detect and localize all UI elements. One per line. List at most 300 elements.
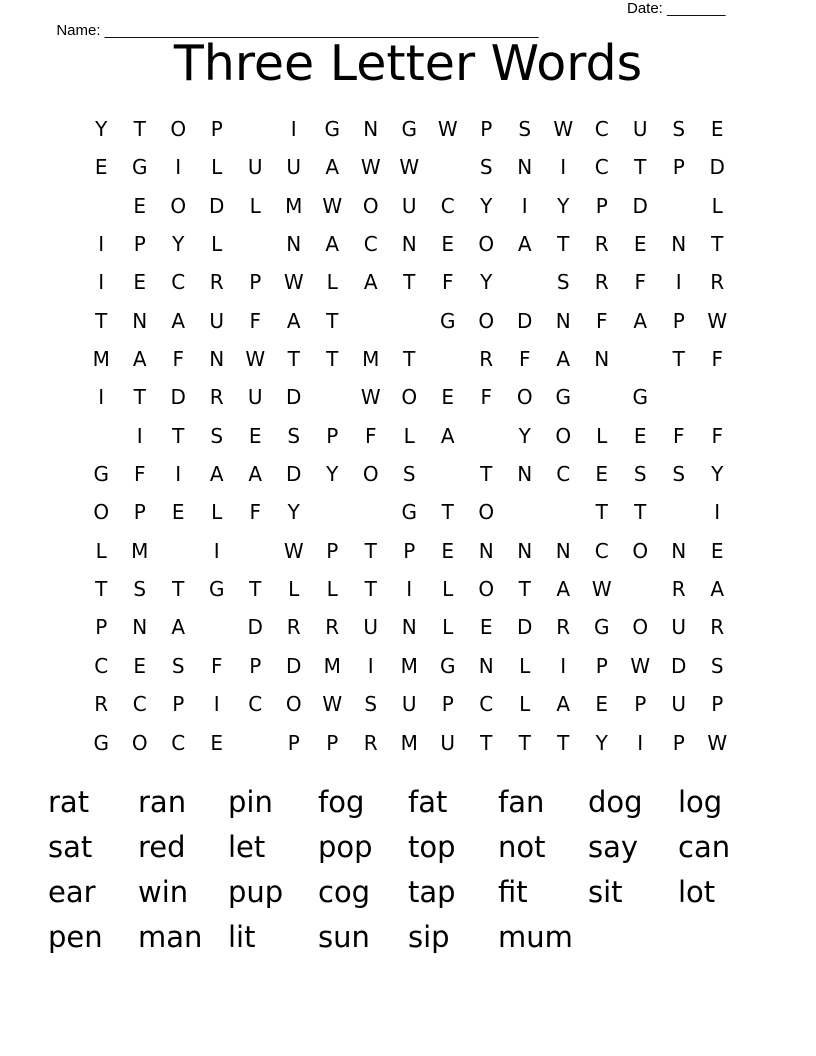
grid-letter: R — [286, 615, 301, 640]
grid-letter — [236, 225, 275, 263]
word-bank-item: rat — [48, 785, 90, 819]
grid-letter: P — [595, 653, 608, 678]
word-bank-item: not — [498, 830, 546, 864]
grid-letter: U — [440, 730, 456, 755]
grid-letter: A — [710, 577, 725, 602]
grid-letter: S — [287, 423, 301, 448]
grid-letter: L — [519, 692, 531, 717]
grid-letter: R — [556, 615, 571, 640]
grid-letter: R — [363, 730, 378, 755]
grid-letter: D — [286, 653, 302, 678]
grid-letter: L — [95, 538, 107, 563]
grid-letter: G — [594, 615, 610, 640]
grid-letter: L — [403, 423, 415, 448]
grid-letter: T — [172, 577, 185, 602]
grid-letter: W — [360, 155, 381, 180]
grid-letter: T — [364, 538, 377, 563]
word-bank-item: pop — [318, 830, 373, 864]
grid-letter: A — [209, 462, 224, 487]
grid-letter — [544, 493, 583, 531]
grid-letter: G — [555, 385, 571, 410]
grid-letter: W — [553, 117, 574, 141]
grid-letter: R — [594, 270, 609, 295]
grid-letter: O — [478, 577, 495, 602]
grid-letter — [390, 302, 429, 340]
grid-letter: T — [326, 308, 339, 333]
grid-letter: E — [133, 270, 147, 295]
grid-letter: U — [209, 308, 225, 333]
grid-letter: I — [136, 423, 143, 448]
grid-letter: L — [711, 193, 723, 218]
grid-letter: F — [249, 308, 261, 333]
grid-letter: P — [634, 692, 647, 717]
grid-letter: A — [556, 347, 571, 372]
grid-letter: O — [401, 385, 418, 410]
grid-letter: R — [209, 385, 224, 410]
grid-letter: O — [632, 615, 649, 640]
grid-letter: D — [632, 193, 648, 218]
grid-letter: O — [93, 500, 110, 525]
word-bank-item: sip — [408, 920, 450, 954]
grid-letter — [660, 493, 699, 531]
grid-letter: E — [479, 615, 493, 640]
grid-letter: M — [400, 730, 418, 755]
grid-letter: U — [363, 615, 379, 640]
grid-letter: I — [175, 462, 182, 487]
grid-letter: G — [401, 500, 417, 525]
grid-letter — [429, 148, 468, 186]
grid-letter: R — [479, 347, 494, 372]
grid-letter: E — [133, 653, 147, 678]
grid-letter: N — [363, 117, 379, 141]
grid-letter: N — [555, 538, 571, 563]
grid-letter: E — [441, 385, 455, 410]
grid-letter: O — [555, 423, 572, 448]
grid-letter: A — [517, 232, 532, 257]
grid-letter: U — [286, 155, 302, 180]
grid-letter: P — [403, 538, 416, 563]
grid-letter: L — [519, 653, 531, 678]
grid-letter: C — [248, 692, 263, 717]
grid-letter: S — [479, 155, 493, 180]
grid-letter: G — [632, 385, 648, 410]
grid-letter: P — [711, 692, 724, 717]
grid-letter: T — [133, 385, 146, 410]
grid-letter: D — [209, 193, 225, 218]
grid-letter: T — [480, 462, 493, 487]
grid-letter: R — [710, 270, 725, 295]
grid-letter: S — [672, 117, 686, 141]
grid-letter: S — [171, 653, 185, 678]
grid-letter: U — [247, 385, 263, 410]
grid-letter: F — [711, 423, 723, 448]
grid-letter: N — [517, 155, 533, 180]
grid-letter: N — [594, 347, 610, 372]
grid-letter: T — [133, 117, 146, 141]
grid-letter: L — [442, 615, 454, 640]
grid-letter: W — [399, 155, 420, 180]
grid-letter: E — [133, 193, 147, 218]
grid-letter: N — [671, 538, 687, 563]
grid-letter: O — [632, 538, 649, 563]
word-bank-item: red — [138, 830, 186, 864]
grid-letter: F — [249, 500, 261, 525]
grid-letter: L — [596, 423, 608, 448]
grid-letter: A — [556, 577, 571, 602]
grid-letter: F — [634, 270, 646, 295]
word-bank-item: pin — [228, 785, 273, 819]
grid-letter: N — [401, 615, 417, 640]
grid-letter: S — [556, 270, 570, 295]
grid-letter: C — [171, 270, 186, 295]
grid-letter: P — [480, 117, 493, 141]
word-bank-item: sat — [48, 830, 93, 864]
word-search-grid — [82, 110, 737, 762]
grid-letter: F — [364, 423, 377, 448]
grid-letter: G — [132, 155, 148, 180]
grid-letter: T — [249, 577, 262, 602]
word-bank-item: man — [138, 920, 203, 954]
grid-letter: F — [595, 308, 608, 333]
grid-letter: S — [364, 692, 378, 717]
word-bank-item: pen — [48, 920, 103, 954]
grid-letter: C — [94, 653, 109, 678]
grid-letter: Y — [595, 730, 608, 755]
grid-letter: C — [440, 193, 455, 218]
grid-letter: P — [133, 232, 146, 257]
grid-letter: R — [209, 270, 224, 295]
grid-letter: E — [441, 232, 455, 257]
grid-letter: W — [245, 347, 266, 372]
grid-letter: C — [479, 692, 494, 717]
grid-letter: O — [131, 730, 148, 755]
grid-letter: L — [249, 193, 261, 218]
grid-letter: F — [441, 270, 454, 295]
grid-letter: O — [478, 308, 495, 333]
grid-letter: O — [478, 232, 495, 257]
grid-letter: T — [595, 500, 608, 525]
grid-letter: T — [95, 577, 108, 602]
grid-letter: Y — [326, 462, 339, 487]
grid-letter: C — [594, 155, 609, 180]
grid-letter: P — [210, 117, 223, 141]
grid-letter: U — [247, 155, 263, 180]
grid-letter: T — [403, 347, 416, 372]
word-bank-item: fog — [318, 785, 365, 819]
grid-letter: Y — [287, 500, 300, 525]
grid-letter: D — [517, 308, 533, 333]
word-bank-item: fit — [498, 875, 528, 909]
grid-letter — [698, 378, 737, 416]
grid-letter: N — [478, 538, 494, 563]
grid-letter: W — [591, 577, 612, 602]
grid-letter: Y — [480, 193, 493, 218]
grid-letter: G — [93, 462, 109, 487]
grid-letter: C — [556, 462, 571, 487]
word-bank-item: sun — [318, 920, 370, 954]
grid-letter: O — [362, 462, 379, 487]
grid-letter: N — [286, 232, 302, 257]
grid-letter: P — [326, 730, 339, 755]
grid-letter: T — [403, 270, 416, 295]
date-field-line: Date: _______ — [627, 0, 726, 17]
grid-letter: E — [171, 500, 185, 525]
grid-letter — [506, 263, 545, 301]
grid-letter — [236, 724, 275, 762]
grid-letter: E — [633, 232, 647, 257]
grid-letter: T — [364, 577, 377, 602]
grid-letter: A — [363, 270, 378, 295]
grid-letter: D — [671, 653, 687, 678]
grid-letter: N — [478, 653, 494, 678]
grid-letter: A — [248, 462, 263, 487]
grid-letter: S — [672, 462, 686, 487]
grid-letter: T — [672, 347, 685, 372]
grid-letter: O — [285, 692, 302, 717]
grid-letter: A — [132, 347, 147, 372]
word-bank-item: let — [228, 830, 266, 864]
grid-letter: E — [441, 538, 455, 563]
grid-letter: L — [288, 577, 300, 602]
grid-letter: N — [209, 347, 225, 372]
grid-letter: F — [672, 423, 685, 448]
grid-letter: C — [594, 117, 609, 141]
grid-letter — [467, 417, 506, 455]
grid-letter: Y — [172, 232, 185, 257]
grid-letter: S — [210, 423, 224, 448]
grid-letter: I — [714, 500, 721, 525]
word-bank — [48, 782, 768, 962]
grid-letter: F — [210, 653, 223, 678]
grid-letter: G — [209, 577, 225, 602]
grid-letter: A — [633, 308, 648, 333]
grid-letter: T — [326, 347, 339, 372]
grid-letter: W — [322, 692, 343, 717]
grid-letter: L — [211, 232, 223, 257]
grid-letter: I — [213, 692, 220, 717]
grid-letter: U — [671, 615, 687, 640]
grid-letter: T — [557, 232, 570, 257]
name-field-line: Name: ____________________________________________________ — [56, 22, 539, 39]
grid-letter: M — [285, 193, 303, 218]
grid-letter — [313, 493, 352, 531]
grid-letter: M — [400, 653, 418, 678]
grid-letter: L — [211, 500, 223, 525]
grid-letter: F — [711, 347, 723, 372]
grid-letter: E — [633, 423, 647, 448]
grid-letter: A — [171, 615, 186, 640]
grid-letter: E — [595, 692, 609, 717]
word-bank-item: say — [588, 830, 639, 864]
grid-letter: M — [362, 347, 380, 372]
grid-letter: U — [632, 117, 648, 141]
grid-letter: S — [133, 577, 147, 602]
grid-letter: P — [672, 730, 685, 755]
grid-letter: D — [247, 615, 263, 640]
grid-letter: P — [326, 538, 339, 563]
grid-letter: O — [478, 500, 495, 525]
grid-letter: L — [211, 155, 223, 180]
grid-letter: L — [442, 577, 454, 602]
grid-letter: N — [132, 615, 148, 640]
grid-letter: T — [480, 730, 493, 755]
grid-letter — [82, 187, 121, 225]
grid-letter: P — [133, 500, 146, 525]
grid-letter: W — [437, 117, 458, 141]
grid-letter: D — [170, 385, 186, 410]
grid-letter: R — [671, 577, 686, 602]
grid-letter — [352, 493, 391, 531]
grid-letter: I — [98, 385, 105, 410]
grid-letter — [198, 608, 237, 646]
grid-letter: D — [286, 385, 302, 410]
grid-letter: A — [325, 155, 340, 180]
grid-letter: G — [440, 653, 456, 678]
grid-letter: C — [594, 538, 609, 563]
word-bank-item: lot — [678, 875, 716, 909]
grid-letter: U — [401, 193, 417, 218]
word-bank-item: ear — [48, 875, 96, 909]
grid-letter: R — [710, 615, 725, 640]
grid-letter: A — [556, 692, 571, 717]
grid-letter: W — [630, 653, 651, 678]
grid-letter: Y — [480, 270, 493, 295]
grid-letter: E — [94, 155, 108, 180]
grid-letter: Y — [95, 117, 108, 141]
grid-letter: T — [711, 232, 724, 257]
grid-letter: T — [172, 423, 185, 448]
grid-letter: T — [518, 577, 531, 602]
grid-letter — [660, 187, 699, 225]
grid-letter: W — [360, 385, 381, 410]
grid-letter: A — [325, 232, 340, 257]
grid-letter: I — [406, 577, 413, 602]
grid-letter: S — [518, 117, 532, 141]
grid-letter: W — [707, 730, 728, 755]
word-bank-item: mum — [498, 920, 573, 954]
grid-letter: N — [555, 308, 571, 333]
grid-letter: Y — [711, 462, 724, 487]
grid-letter: T — [634, 500, 647, 525]
grid-letter: D — [286, 462, 302, 487]
grid-letter: F — [480, 385, 492, 410]
grid-letter: E — [210, 730, 224, 755]
grid-letter: I — [98, 270, 105, 295]
grid-letter: N — [401, 232, 417, 257]
grid-letter: C — [171, 730, 186, 755]
grid-letter: N — [517, 538, 533, 563]
grid-letter — [621, 340, 660, 378]
grid-letter: W — [283, 270, 304, 295]
grid-letter: M — [131, 538, 149, 563]
grid-letter: I — [521, 193, 528, 218]
grid-letter: U — [671, 692, 687, 717]
grid-letter: L — [326, 577, 338, 602]
grid-letter: A — [286, 308, 301, 333]
grid-letter: T — [557, 730, 570, 755]
grid-letter — [621, 570, 660, 608]
word-bank-item: fat — [408, 785, 448, 819]
grid-letter: O — [170, 117, 187, 141]
grid-letter: I — [637, 730, 644, 755]
grid-letter: I — [675, 270, 682, 295]
grid-letter: O — [362, 193, 379, 218]
grid-letter: D — [517, 615, 533, 640]
header — [48, 0, 748, 39]
word-bank-item: lit — [228, 920, 256, 954]
grid-letter: W — [322, 193, 343, 218]
grid-letter: I — [367, 653, 374, 678]
grid-letter: T — [287, 347, 300, 372]
grid-letter: I — [290, 117, 297, 141]
grid-letter: P — [249, 270, 262, 295]
grid-letter: T — [634, 155, 647, 180]
grid-letter: P — [441, 692, 454, 717]
grid-letter: E — [248, 423, 262, 448]
word-bank-item: tap — [408, 875, 456, 909]
grid-letter: A — [171, 308, 186, 333]
word-bank-item: sit — [588, 875, 623, 909]
grid-letter: T — [95, 308, 108, 333]
grid-letter — [583, 378, 622, 416]
grid-letter: C — [132, 692, 147, 717]
grid-letter: L — [326, 270, 338, 295]
grid-letter: R — [325, 615, 340, 640]
grid-letter: U — [401, 692, 417, 717]
grid-letter: E — [595, 462, 609, 487]
grid-letter: E — [710, 117, 724, 141]
grid-letter: I — [560, 155, 567, 180]
grid-letter: F — [133, 462, 146, 487]
word-bank-item: top — [408, 830, 456, 864]
grid-letter: I — [98, 232, 105, 257]
grid-letter: P — [95, 615, 108, 640]
grid-letter: W — [707, 308, 728, 333]
grid-letter: P — [672, 308, 685, 333]
grid-letter: N — [517, 462, 533, 487]
grid-letter: W — [283, 538, 304, 563]
grid-letter: O — [170, 193, 187, 218]
grid-letter: I — [213, 538, 220, 563]
grid-letter: G — [401, 117, 417, 141]
grid-letter: F — [172, 347, 184, 372]
grid-letter — [236, 110, 275, 148]
grid-letter: R — [94, 692, 109, 717]
word-bank-item: can — [678, 830, 731, 864]
grid-letter: F — [518, 347, 531, 372]
grid-letter: R — [594, 232, 609, 257]
grid-letter: I — [560, 653, 567, 678]
grid-letter — [660, 378, 699, 416]
word-bank-item: cog — [318, 875, 371, 909]
grid-letter: S — [402, 462, 416, 487]
grid-letter: T — [441, 500, 454, 525]
grid-letter: D — [709, 155, 725, 180]
grid-letter: P — [595, 193, 608, 218]
grid-letter: G — [93, 730, 109, 755]
grid-letter: A — [440, 423, 455, 448]
word-bank-item: pup — [228, 875, 284, 909]
grid-letter: T — [518, 730, 531, 755]
grid-letter: P — [326, 423, 339, 448]
grid-letter — [429, 340, 468, 378]
word-bank-item: log — [678, 785, 723, 819]
grid-letter — [82, 417, 121, 455]
grid-letter: S — [710, 653, 724, 678]
grid-letter: C — [363, 232, 378, 257]
grid-letter: E — [710, 538, 724, 563]
grid-letter: P — [287, 730, 300, 755]
